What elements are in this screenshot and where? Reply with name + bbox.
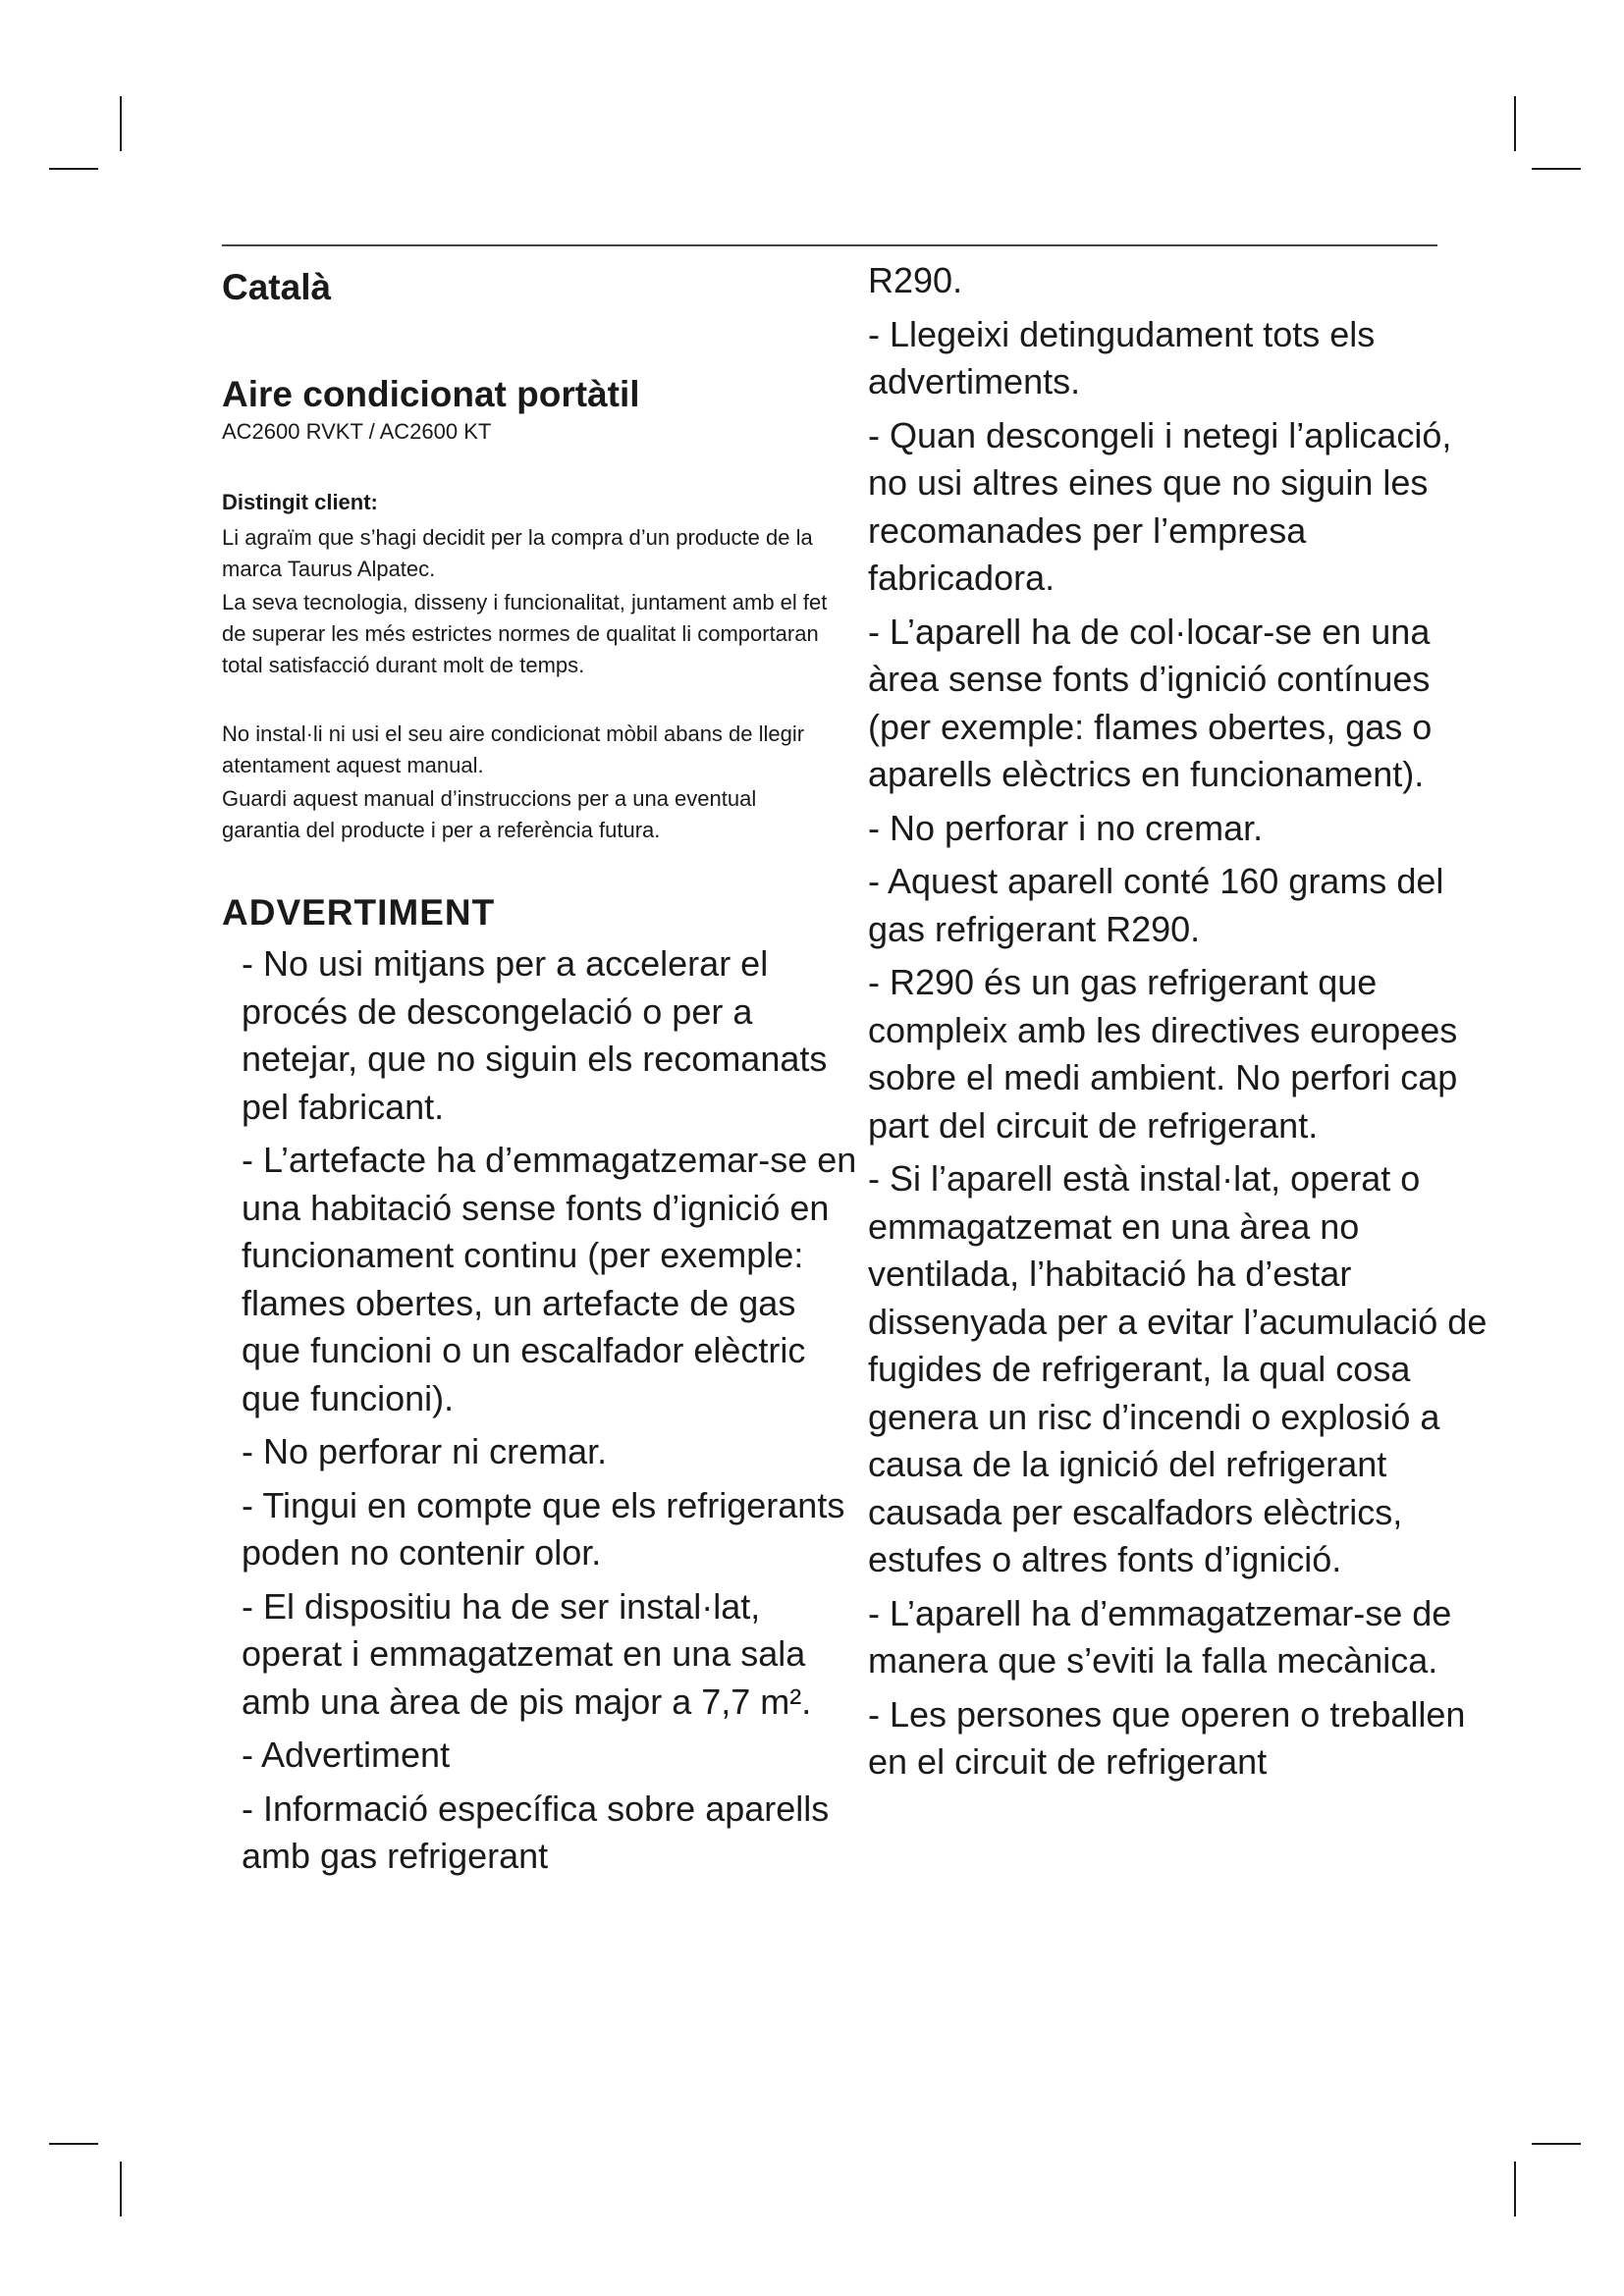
warning-item: - Tingui en compte que els refrigerants poden no contenir olor. <box>242 1484 845 1573</box>
warning-item: - No perforar ni cremar. <box>242 1431 608 1471</box>
left-column <box>222 257 860 1887</box>
intro-text-2 <box>222 719 831 846</box>
intro-paragraph: No instal·li ni usi el seu aire condicionat mòbil abans de llegir atentament aquest manual. <box>222 721 805 777</box>
header-rule <box>222 244 1437 246</box>
crop-mark-top-right-horizontal <box>1532 168 1581 170</box>
warning-item: - Llegeixi detingudament tots els advertiments. <box>868 313 1376 401</box>
warning-item: - Quan descongeli i netegi l’aplicació, no usi altres eines que no siguin les recomanades per l’empresa fabricadora. <box>868 414 1452 598</box>
intro-paragraph: Guardi aquest manual d’instruccions per a una eventual garantia del producte i per a referència futura. <box>222 786 757 842</box>
right-column <box>868 257 1496 1792</box>
intro-paragraph: La seva tecnologia, disseny i funcionalitat, juntament amb el fet de superar les més estrictes normes de qualitat li comportaran total satisfacció durant molt de temps. <box>222 590 828 677</box>
warning-item: - Informació específica sobre aparells amb gas refrigerant <box>242 1788 830 1876</box>
warning-item: - Si l’aparell està instal·lat, operat o emmagatzemat en una àrea no ventilada, l’habitació ha d’estar dissenyada per a evitar l’acumulació de fugides de refrigerant, la qual cosa genera un risc d’incendi o explosió a causa de la ignició del refrigerant causada per escalfadors elèctrics, estufes o altres fonts d’ignició. <box>868 1158 1488 1579</box>
crop-mark-bottom-left-horizontal <box>49 2143 98 2145</box>
warning-item: - L’aparell ha de col·locar-se en una àrea sense fonts d’ignició contínues (per exemple: flames obertes, gas o aparells elèctrics en funcionament). <box>868 611 1433 794</box>
warning-list-right <box>868 311 1496 1787</box>
greeting: Distingit client: <box>222 490 378 514</box>
warning-item: - Les persones que operen o treballen en el circuit de refrigerant <box>868 1693 1466 1782</box>
crop-mark-bottom-left-vertical <box>120 2162 122 2216</box>
crop-mark-top-right-vertical <box>1514 96 1516 151</box>
intro-paragraph: Li agraïm que s’hagi decidit per la compra d’un producte de la marca Taurus Alpatec. <box>222 525 813 581</box>
model-numbers: AC2600 RVKT / AC2600 KT <box>222 419 492 444</box>
warning-item: - Aquest aparell conté 160 grams del gas refrigerant R290. <box>868 861 1444 949</box>
warning-item: - El dispositiu ha de ser instal·lat, operat i emmagatzemat en una sala amb una àrea de pis major a 7,7 m². <box>242 1585 812 1722</box>
warning-item: - R290 és un gas refrigerant que compleix amb les directives europees sobre el medi ambient. No perfori cap part del circuit de refrigerant. <box>868 962 1458 1146</box>
language-heading: Català <box>222 267 332 307</box>
warning-list-left <box>242 940 860 1881</box>
warning-item: - No usi mitjans per a accelerar el procés de descongelació o per a netejar, que no siguin els recomanats pel fabricant. <box>242 943 828 1127</box>
warning-item: - L’aparell ha d’emmagatzemar-se de manera que s’eviti la falla mecànica. <box>868 1592 1452 1681</box>
warning-heading: ADVERTIMENT <box>222 892 496 933</box>
crop-mark-top-left-vertical <box>120 96 122 151</box>
warning-item: - No perforar i no cremar. <box>868 807 1264 848</box>
warning-item: - Advertiment <box>242 1735 451 1775</box>
warning-item: - L’artefacte ha d’emmagatzemar-se en una habitació sense fonts d’ignició en funcionament continu (per exemple: flames obertes, un artefacte de gas que funcioni o un escalfador elèctric que funcioni). <box>242 1140 857 1418</box>
crop-mark-bottom-right-horizontal <box>1532 2143 1581 2145</box>
product-title: Aire condicionat portàtil <box>222 374 640 414</box>
warning-continuation: R290. <box>868 260 963 300</box>
crop-mark-bottom-right-vertical <box>1514 2162 1516 2216</box>
intro-text <box>222 522 831 681</box>
crop-mark-top-left-horizontal <box>49 168 98 170</box>
